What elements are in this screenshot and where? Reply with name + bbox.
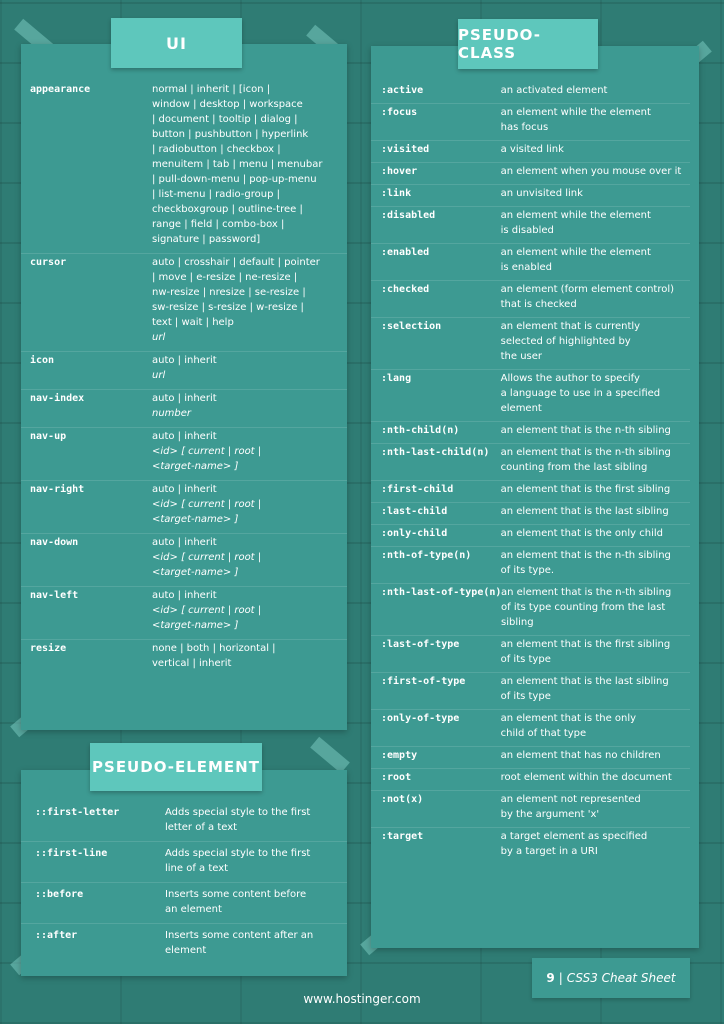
property-value-cell xyxy=(152,82,342,247)
table-row xyxy=(371,525,690,547)
table-row xyxy=(21,640,347,677)
table-row xyxy=(371,584,690,636)
property-value: none | both | horizontal | vertical | inherit xyxy=(152,643,276,669)
property-name: nav-up xyxy=(30,431,67,442)
property-name: :visited xyxy=(381,144,430,155)
property-value: auto | crosshair | default | pointer | move | e-resize | ne-resize | nw-resize | nresize | se-resize | sw-resize | s-resize | w-resize | text | wait | help xyxy=(152,257,320,328)
page-separator: | xyxy=(558,971,563,985)
property-value: auto | inherit xyxy=(152,355,217,366)
property-name: nav-index xyxy=(30,393,85,404)
property-value: an element that is the n-th sibling of its type counting from the last sibling xyxy=(501,587,672,628)
tape-decoration xyxy=(310,737,350,773)
property-value: an element while the element is disabled xyxy=(500,210,651,236)
table-row xyxy=(371,370,690,422)
property-value: an element that is the last sibling of its type xyxy=(500,676,669,702)
property-name: icon xyxy=(30,355,55,366)
table-row xyxy=(21,924,347,964)
property-value: an element that is the n-th sibling xyxy=(500,425,671,436)
table-row xyxy=(21,254,347,352)
property-name: :last-child xyxy=(381,506,448,517)
property-value-cell xyxy=(152,641,342,671)
property-value-cell xyxy=(501,164,690,179)
property-value-cell xyxy=(501,83,690,98)
property-value: a visited link xyxy=(500,144,564,155)
property-value: an element that has no children xyxy=(500,750,661,761)
property-name: nav-right xyxy=(30,484,85,495)
table-row xyxy=(21,390,347,428)
property-value-cell xyxy=(152,535,342,580)
doc-title: CSS3 Cheat Sheet xyxy=(566,971,676,985)
property-name: nav-down xyxy=(30,537,79,548)
property-value-cell xyxy=(165,887,335,917)
property-value: auto | inherit xyxy=(152,393,217,404)
property-value: an element that is the first sibling xyxy=(500,484,671,495)
property-name: :only-of-type xyxy=(381,713,460,724)
property-value-cell xyxy=(501,770,690,785)
property-value-cell xyxy=(152,255,342,345)
property-name: :not(x) xyxy=(381,794,424,805)
table-row xyxy=(21,428,347,481)
property-name: :nth-child(n) xyxy=(381,425,460,436)
property-value: an unvisited link xyxy=(500,188,583,199)
property-name: :last-of-type xyxy=(381,639,460,650)
table-row xyxy=(371,207,690,244)
property-name: :nth-last-child(n) xyxy=(381,447,490,458)
property-value-cell xyxy=(152,429,342,474)
property-name: :selection xyxy=(381,321,442,332)
property-name: :link xyxy=(381,188,412,199)
property-value: an element that is the last sibling xyxy=(500,506,669,517)
property-name: :nth-last-of-type(n) xyxy=(381,587,502,598)
property-value-cell xyxy=(501,445,690,475)
property-value: normal | inherit | [icon | window | desktop | workspace | document | tooltip | dialog | button | pushbutton | hyperlink | radiobutton | checkbox | menuitem | tab | menu | menubar | pull-down-menu | pop-up-menu | list-menu | radio-group | checkboxgroup | outline-tree | range | field | combo-box | signature | password] xyxy=(152,84,323,245)
property-value-cell xyxy=(501,371,690,416)
property-value-cell xyxy=(501,319,690,364)
pseudo-class-title: PSEUDO-CLASS xyxy=(458,26,541,62)
table-row xyxy=(371,828,690,864)
property-name: :empty xyxy=(381,750,418,761)
property-value: auto | inherit xyxy=(152,537,217,548)
property-value: auto | inherit xyxy=(152,431,217,442)
property-value: an element when you mouse over it xyxy=(500,166,682,177)
property-value-cell xyxy=(501,186,690,201)
table-row xyxy=(21,81,347,254)
table-row xyxy=(21,883,347,924)
property-name: appearance xyxy=(30,84,91,95)
property-value-cell xyxy=(152,482,342,527)
property-value: an element that is the first sibling of its type xyxy=(500,639,671,665)
property-value-cell xyxy=(501,637,690,667)
table-row xyxy=(371,104,690,141)
property-value-extra: url xyxy=(152,332,166,343)
property-name: :checked xyxy=(381,284,430,295)
property-value-cell xyxy=(152,391,342,421)
property-name: :focus xyxy=(381,107,418,118)
property-name: :active xyxy=(381,85,424,96)
property-value-cell xyxy=(501,711,690,741)
property-name: ::first-line xyxy=(35,848,108,859)
property-value-cell xyxy=(501,748,690,763)
table-row xyxy=(371,422,690,444)
property-value-extra: <id> [ current | root | <target-name> ] xyxy=(152,499,262,525)
property-value: auto | inherit xyxy=(152,484,217,495)
property-value-cell xyxy=(501,423,690,438)
table-row xyxy=(371,673,690,710)
property-name: nav-left xyxy=(30,590,79,601)
property-name: :nth-of-type(n) xyxy=(381,550,472,561)
property-value: Inserts some content before an element xyxy=(165,889,307,915)
table-row xyxy=(371,791,690,828)
property-value-cell xyxy=(501,504,690,519)
table-row xyxy=(371,82,690,104)
table-row xyxy=(371,141,690,163)
ui-title-tab xyxy=(111,18,242,68)
table-row xyxy=(371,481,690,503)
property-value: Allows the author to specify a language to use in a specified element xyxy=(500,373,661,414)
property-value-cell xyxy=(501,105,690,135)
property-value: an element while the element is enabled xyxy=(500,247,651,273)
property-value-cell xyxy=(165,928,335,958)
property-name: :first-of-type xyxy=(381,676,466,687)
property-value-cell xyxy=(501,482,690,497)
property-value-cell xyxy=(165,805,335,835)
property-value-extra: <id> [ current | root | <target-name> ] xyxy=(152,605,262,631)
property-value-extra: <id> [ current | root | <target-name> ] xyxy=(152,552,262,578)
table-row xyxy=(371,636,690,673)
table-row xyxy=(21,842,347,883)
property-value-cell xyxy=(165,846,335,876)
table-row xyxy=(371,163,690,185)
property-value-cell xyxy=(501,792,690,822)
property-name: :disabled xyxy=(381,210,436,221)
property-value: root element within the document xyxy=(500,772,672,783)
property-name: ::before xyxy=(35,889,84,900)
table-row xyxy=(371,503,690,525)
property-value: Inserts some content after an element xyxy=(165,930,314,956)
property-value-cell xyxy=(501,245,690,275)
property-value: an element that is the only child xyxy=(500,528,663,539)
pseudo-element-title-tab xyxy=(90,743,262,791)
property-value-cell xyxy=(501,142,690,157)
pseudo-element-rows xyxy=(21,801,347,964)
property-value: a target element as specified by a target in a URI xyxy=(500,831,648,857)
property-value-extra: url xyxy=(152,370,166,381)
property-value-cell xyxy=(501,829,690,859)
property-value: an element (form element control) that is checked xyxy=(500,284,675,310)
table-row xyxy=(371,281,690,318)
table-row xyxy=(371,244,690,281)
property-value: Adds special style to the first line of a text xyxy=(165,848,311,874)
property-name: :target xyxy=(381,831,424,842)
property-value-cell xyxy=(501,548,690,578)
property-name: :first-child xyxy=(381,484,454,495)
table-row xyxy=(21,352,347,390)
property-value: an element while the element has focus xyxy=(500,107,651,133)
property-value-extra: number xyxy=(152,408,192,419)
property-value: an element that is currently selected of highlighted by the user xyxy=(500,321,641,362)
pseudo-class-panel xyxy=(371,46,699,948)
page-number: 9 xyxy=(546,971,555,985)
property-value-cell xyxy=(501,208,690,238)
property-name: cursor xyxy=(30,257,67,268)
property-value-extra: <id> [ current | root | <target-name> ] xyxy=(152,446,262,472)
property-value: an activated element xyxy=(500,85,608,96)
property-value: Adds special style to the first letter of a text xyxy=(165,807,311,833)
pseudo-class-title-tab xyxy=(458,19,598,69)
property-value-cell xyxy=(152,353,342,383)
ui-panel xyxy=(21,44,347,730)
table-row xyxy=(371,547,690,584)
property-value: an element that is the only child of that type xyxy=(500,713,637,739)
pseudo-element-panel xyxy=(21,770,347,976)
table-row xyxy=(371,444,690,481)
table-row xyxy=(21,481,347,534)
footer-url[interactable]: www.hostinger.com xyxy=(303,992,421,1006)
table-row xyxy=(371,747,690,769)
property-name: :only-child xyxy=(381,528,448,539)
table-row xyxy=(371,710,690,747)
ui-title: UI xyxy=(166,33,187,53)
ui-rows xyxy=(21,81,347,677)
property-name: ::first-letter xyxy=(35,807,120,818)
pseudo-element-title: PSEUDO-ELEMENT xyxy=(92,758,260,776)
property-value-cell xyxy=(152,588,342,633)
property-value: an element not represented by the argument 'x' xyxy=(500,794,641,820)
property-value: auto | inherit xyxy=(152,590,217,601)
table-row xyxy=(371,318,690,370)
property-name: :lang xyxy=(381,373,412,384)
property-value-cell xyxy=(501,674,690,704)
property-name: :hover xyxy=(381,166,418,177)
property-name: ::after xyxy=(35,930,78,941)
property-value: an element that is the n-th sibling of its type. xyxy=(500,550,671,576)
table-row xyxy=(21,801,347,842)
table-row xyxy=(371,185,690,207)
table-row xyxy=(371,769,690,791)
property-value-cell xyxy=(501,282,690,312)
property-value-cell xyxy=(501,585,690,630)
pseudo-class-rows xyxy=(371,82,699,864)
property-name: resize xyxy=(30,643,67,654)
table-row xyxy=(21,587,347,640)
property-name: :root xyxy=(381,772,412,783)
property-value: an element that is the n-th sibling counting from the last sibling xyxy=(500,447,671,473)
table-row xyxy=(21,534,347,587)
property-value-cell xyxy=(501,526,690,541)
property-name: :enabled xyxy=(381,247,430,258)
